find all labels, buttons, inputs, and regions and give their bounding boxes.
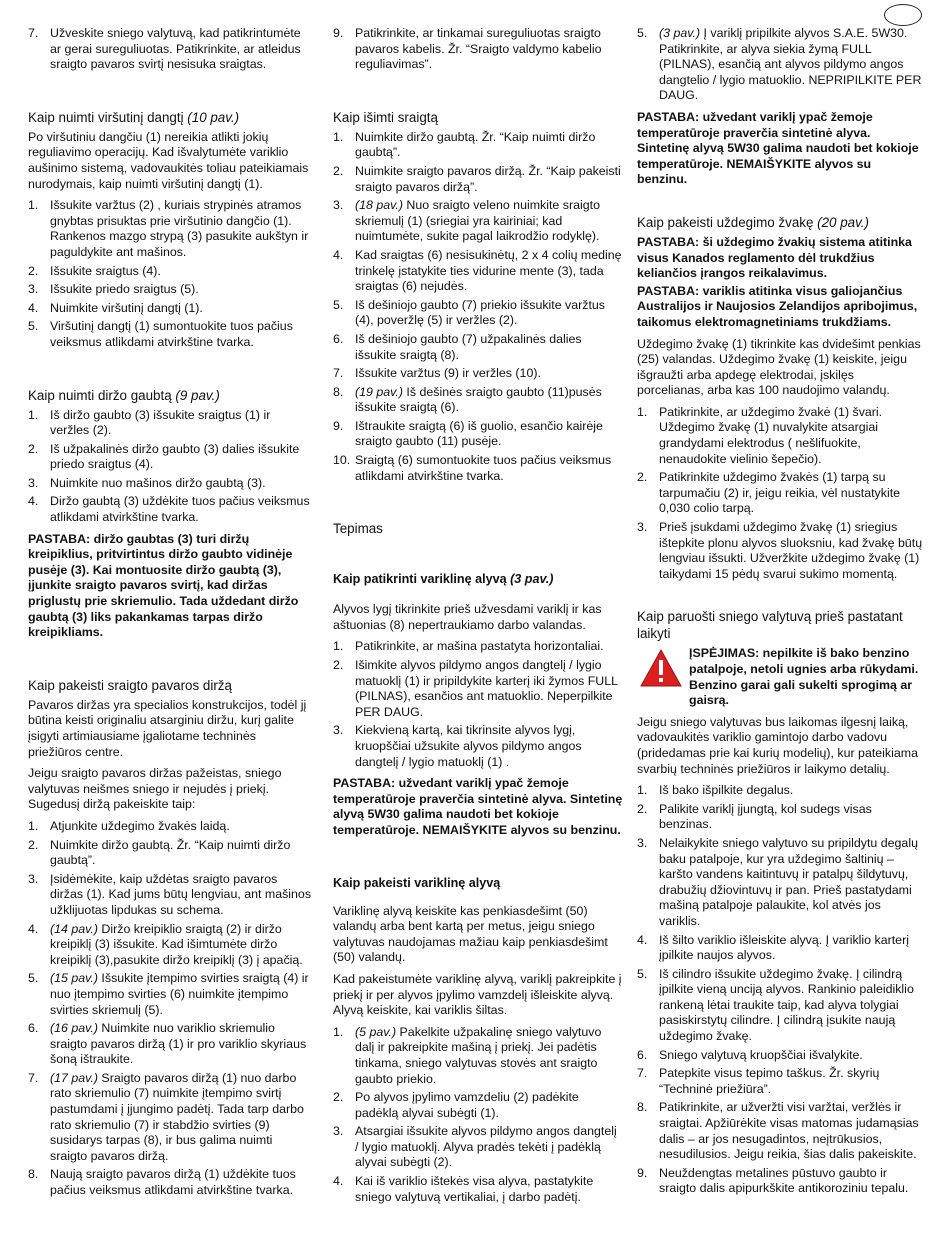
warning-triangle-icon [639, 648, 683, 688]
list-item: 2. Išimkite alyvos pildymo angos dangtelį / lygio matuoklį (1) ir pripildykite karterį iki žymos FULL (PILNAS), esančios ant matuoklio. Neperpilkite PER DAUG. [333, 658, 618, 719]
list-item: 3. Įsidėmėkite, kaip uždėtas sraigto pavaros diržas (1). Kad jums būtų lengviau, ant mašinos užklijuotas lipdukas su schema. [28, 871, 312, 917]
list-item: 5. Iš cilindro išsukite uždegimo žvakę. Į cilindrą įpilkite vieną unciją alyvos. Rankinio paleidiklio rankeną lėtai traukite taip, kad alyva tolygiai pasiskirstytų cilindre. Į cilindrą įsukite naują uždegimo žvakę. [637, 966, 914, 1044]
section-heading: Tepimas [333, 521, 383, 537]
warning-box [637, 646, 923, 708]
paragraph: Jeigu sniego valytuvas bus laikomas ilgesnį laiką, vadovaukitės variklio gamintojo darbo vadovu (pridedamas prie kai kurių modelių), kur pateikiama svarbių techninės priežiūros ir laikymo detalių. [637, 714, 918, 776]
list-item: 7. Išsukite varžtus (9) ir veržles (10). [333, 366, 541, 381]
paragraph: Pavaros diržas yra specialios konstrukcijos, todėl jį būtina keisti originaliu atsarginiu diržu, kurį galite įsigyti artimiausiame įgaliotame techninės priežiūros centre. [28, 697, 307, 759]
list-item: 2. Patikrinkite uždegimo žvakės (1) tarpą su tarpumačiu (2) ir, jeigu reikia, vėl nustatykite 0,030 colio tarpą. [637, 470, 901, 516]
list-item: 3. Nuimkite nuo mašinos diržo gaubtą (3). [28, 475, 266, 490]
list-item: 1. Patikrinkite, ar mašina pastatyta horizontaliai. [333, 639, 604, 654]
continued-list [333, 26, 623, 73]
list-item: 1. Išsukite varžtus (2) , kuriais strypinės atramos gnybtas prisuktas prie viršutinio dangčio (1). Rankenos mazgo strypą (3) pasukite aukštyn ir paguldykite ant mašinos. [28, 198, 309, 259]
list-item: 9. Neuždengtas metalines pūstuvo gaubto ir sraigto dalis apipurkškite antikoroziniu tepalu. [637, 1165, 909, 1196]
list-item: 2. Iš užpakalinės diržo gaubto (3) dalies išsukite priedo sraigtus (4). [28, 441, 300, 472]
list-item: 1. Atjunkite uždegimo žvakės laidą. [28, 818, 230, 833]
list-item: 1. Nuimkite diržo gaubtą. Žr. “Kaip nuimti diržo gaubtą”. [333, 129, 596, 160]
list-item: 5. (15 pav.) Išsukite įtempimo svirties sraigtą (4) ir nuo įtempimo svirties (6) nuimkite įtempimo svirties skriemulį (5). [28, 971, 309, 1017]
list-item: 1. Iš bako išpilkite degalus. [637, 783, 794, 798]
list-item: 2. Nuimkite diržo gaubtą. Žr. “Kaip nuimti diržo gaubtą”. [28, 837, 291, 868]
section-heading: Kaip nuimti diržo gaubtą (9 pav.) [28, 387, 220, 403]
list-item: 6. Sniego valytuvą kruopščiai išvalykite. [637, 1047, 863, 1062]
steps-list [637, 783, 923, 1197]
paragraph: Kad pakeistumėte variklinę alyvą, variklį pakreipkite į priekį ir per alyvos įpylimo vamzdelį išleiskite alyvą. Alyvą keiskite, kai variklis šiltas. [333, 971, 622, 1018]
paragraph: Jeigu sraigto pavaros diržas pažeistas, sniego valytuvas neišmes sniego ir nejudės į priekį. Sugedusį diržą pakeiskite taip: [28, 766, 282, 812]
note: PASTABA: diržo gaubtas (3) turi diržų kreipiklius, pritvirtintus diržo gaubto vidinėje pusėje (3). Kai montuosite diržo gaubtą (3), įjunkite sraigto pavaros svirtį, kad diržas priglustų prie skriemulio. Tada uždedant diržo gaubtą (3) liks pakankamas tarpas diržo kreipikliams. [28, 531, 299, 640]
steps-list [333, 1025, 623, 1206]
column-1 [28, 26, 312, 1205]
list-item: 2. Palikite variklį įjungtą, kol sudegs visas benzinas. [637, 801, 872, 832]
list-item: 7. Užveskite sniego valytuvą, kad patikrintumėte ar gerai sureguliuotas. Patikrinkite, ar atleidus sraigto pavaros svirtį nesisuka sraigtas. [28, 26, 301, 72]
list-item: 5. Iš dešiniojo gaubto (7) priekio išsukite varžtus (4), poveržlę (5) ir veržles (2). [333, 297, 605, 328]
column-2 [333, 26, 623, 1211]
continued-list [637, 26, 923, 104]
list-item: 6. Iš dešiniojo gaubto (7) užpakalinės dalies išsukite sraigtą (8). [333, 331, 582, 362]
list-item: 9. Patikrinkite, ar tinkamai sureguliuotas sraigto pavaros kabelis. Žr. “Sraigto valdymo kabelio reguliavimas”. [333, 26, 602, 72]
section-heading: Kaip nuimti viršutinį dangtį (10 pav.) [28, 109, 240, 125]
continued-list [28, 26, 312, 73]
list-item: 2. Nuimkite sraigto pavaros diržą. Žr. “Kaip pakeisti sraigto pavaros diržą”. [333, 163, 621, 194]
section-heading: Kaip pakeisti variklinę alyvą [333, 875, 501, 890]
column-3 [637, 26, 923, 1203]
list-item: 4. Diržo gaubtą (3) uždėkite tuos pačius veiksmus atlikdami atvirkštine tvarka. [28, 494, 310, 525]
list-item: 3. Išsukite priedo sraigtus (5). [28, 282, 199, 297]
list-item: 8. (19 pav.) Iš dešinės sraigto gaubto (11)pusės išsukite sraigtą (6). [333, 384, 602, 415]
steps-list [28, 408, 312, 526]
steps-list [28, 819, 312, 1199]
steps-list [333, 639, 623, 770]
list-item: 4. (14 pav.) Diržo kreipiklio sraigtą (2) ir diržo kreipiklį (3) išsukite. Kad išimtumėte diržo kreipiklį (3),pasukite diržo kreipiklį (3) į apačią. [28, 921, 303, 967]
steps-list [28, 198, 312, 350]
section-heading: Kaip patikrinti variklinę alyvą (3 pav.) [333, 572, 554, 587]
section-heading: Kaip pakeisti sraigto pavaros diržą [28, 677, 232, 693]
list-item: 3. Nelaikykite sniego valytuvo su pripildytu degalų baku patalpoje, kur yra uždegimo šaltinių – karšto vandens kaitintuvų ir patalpų šildytuvų, drabužių džiovintuvų ir pan. Prieš pastatydami mašiną patalpoje palaukite, kol atvės jos variklis. [637, 835, 918, 928]
paragraph: Uždegimo žvakę (1) tikrinkite kas dvidešimt penkias (25) valandas. Uždegimo žvakę (1) keiskite, jeigu išgraužti arba apdegę elektrodai, įskilęs porcelianas, arba kas 100 naudojimo valandų. [637, 336, 921, 398]
section-heading: Kaip pakeisti uždegimo žvakę (20 pav.) [637, 214, 869, 230]
list-item: 3. Prieš įsukdami uždegimo žvakę (1) sriegius ištepkite plonu alyvos sluoksniu, kad žvakę būtų lengviau išsukti. Užveržkite uždegimo žvakę (1) taikydami 15 pėdų svarui sukimo momentą. [637, 520, 923, 581]
list-item: 8. Patikrinkite, ar užveržti visi varžtai, veržlės ir sraigtai. Apžiūrėkite visas matomas judamąsias dalis – ar jos nesugadintos, neįtrūkusios, nesudilusios. Jeigu reikia, šias dalis pakeiskite. [637, 1100, 919, 1162]
paragraph: Variklinę alyvą keiskite kas penkiasdešimt (50) valandų arba bent kartą per metus, jeigu sniego valytuvas naudojamas mažiau kaip penkiasdešimt (50) valandų. [333, 903, 608, 965]
list-item: 3. Atsargiai išsukite alyvos pildymo angos dangtelį / lygio matuoklį. Alyva pradės tekėti į padėklą alyvai subėgti (2). [333, 1124, 617, 1170]
list-item: 7. Patepkite visus tepimo taškus. Žr. skyrių “Techninė priežiūra”. [637, 1066, 880, 1096]
steps-list [333, 130, 623, 484]
note: PASTABA: užvedant variklį ypač žemoje temperatūroje praverčia sintetinė alyva. Sintetinę alyvą 5W30 galima naudoti bet kokioje temperatūroje. NEMAIŠYKITE alyvos su benzinu. [333, 776, 623, 837]
list-item: 10. Sraigtą (6) sumontuokite tuos pačius veiksmus atlikdami atvirkštine tvarka. [333, 453, 612, 483]
list-item: 3. (18 pav.) Nuo sraigto veleno nuimkite sraigto skriemulį (1) (sriegiai yra kairiniai; kad nuimtumėte, sukite pagal laikrodžio rodyklę). [333, 198, 600, 244]
section-heading: Kaip paruošti sniego valytuvą prieš pastatant laikyti [637, 609, 903, 642]
list-item: 2. Po alyvos įpylimo vamzdeliu (2) padėkite padėklą alyvai subėgti (1). [333, 1090, 579, 1120]
note: PASTABA: užvedant variklį ypač žemoje temperatūroje praverčia sintetinė alyva. Sintetinę alyvą 5W30 galima naudoti bet kokioje temperatūroje. NEMAIŠYKITE alyvos su benzinu. [637, 109, 919, 187]
list-item: 7. (17 pav.) Sraigto pavaros diržą (1) nuo darbo rato skriemulio (7) nuimkite įtempimo svirtį pastumdami į įjungimo padėtį. Tada tarp darbo rato skriemulio (7) ir stabdžio svirties (9) susidarys tarpas (8), ir bus galima nuimti sraigto pavaros diržą. [28, 1070, 304, 1163]
list-item: 6. (16 pav.) Nuimkite nuo variklio skriemulio sraigto pavaros diržą (1) ir pro variklio skyriaus šoną ištraukite. [28, 1021, 307, 1067]
list-item: 1. Patikrinkite, ar uždegimo žvakė (1) švari. Uždegimo žvakę (1) nuvalykite atsargiai grandydami elektrodus ( nešlifuokite, nenaudokite vielinio šepečio). [637, 404, 883, 466]
paragraph: Alyvos lygį tikrinkite prieš užvesdami variklį ir kas aštuonias (8) nepertraukiamo darbo valandas. [333, 602, 602, 632]
note: PASTABA: ši uždegimo žvakių sistema atitinka visus Kanados reglamento dėl trukdžius keliančios įrangos reikalavimus. [637, 234, 912, 281]
list-item: 1. (5 pav.) Pakelkite užpakalinę sniego valytuvo dalį ir pakreipkite mašiną į priekį. Jei padėtis tinkama, sniego valytuvas stovės ant sraigto gaubto priekio. [333, 1024, 602, 1086]
steps-list [637, 405, 923, 583]
list-item: 4. Nuimkite viršutinį dangtį (1). [28, 300, 203, 315]
list-item: 8. Naują sraigto pavaros diržą (1) uždėkite tuos pačius veiksmus atlikdami atvirkštine tvarka. [28, 1167, 296, 1198]
paragraph: Po viršutiniu dangčiu (1) nereikia atlikti jokių reguliavimo operacijų. Kad išvalytumėte variklio aušinimo sistemą, vadovaukitės toliau pateikiamais nurodymais, kaip nuimti viršutinį dangtį (1). [28, 129, 309, 191]
list-item: 4. Kai iš variklio ištekės visa alyva, pastatykite sniego valytuvą vertikaliai, į darbo padėtį. [333, 1174, 594, 1204]
list-item: 9. Ištraukite sraigtą (6) iš guolio, esančio kairėje sraigto gaubto (11) pusėje. [333, 418, 603, 449]
list-item: 5. (3 pav.) Į variklį pripilkite alyvos S.A.E. 5W30. Patikrinkite, ar alyva siekia žymą FULL (PILNAS), esančią ant alyvos pildymo angos dangtelio / lygio matuoklio. NEPRIPILKITE PER DAUG. [637, 26, 922, 103]
list-item: 4. Kad sraigtas (6) nesisukinėtų, 2 x 4 colių medinę trinkelę įstatykite ties vidurine mente (3), tada sraigtas (6) nejudės. [333, 247, 622, 294]
list-item: 5. Viršutinį dangtį (1) sumontuokite tuos pačius veiksmus atlikdami atvirkštine tvarka. [28, 319, 293, 349]
warning-text: ĮSPĖJIMAS: nepilkite iš bako benzino patalpoje, netoli ugnies arba rūkydami. Benzino garai gali sukelti sprogimą ar gaisrą. [689, 646, 919, 708]
page-number-oval [884, 4, 922, 26]
list-item: 2. Išsukite sraigtus (4). [28, 263, 161, 278]
list-item: 3. Kiekvieną kartą, kai tikrinsite alyvos lygį, kruopščiai užsukite alyvos pildymo angos dangtelį / lygio matuoklį (1) . [333, 723, 582, 769]
note: PASTABA: variklis atitinka visus galiojančius Australijos ir Naujosios Zelandijos apribojimus, taikomus elektromagnetiniams trukdžiams. [637, 283, 918, 329]
list-item: 1. Iš diržo gaubto (3) išsukite sraigtus (1) ir veržles (2). [28, 407, 271, 438]
list-item: 4. Iš šilto variklio išleiskite alyvą. Į variklio karterį įpilkite naujos alyvos. [637, 932, 909, 963]
section-heading: Kaip išimti sraigtą [333, 109, 438, 125]
